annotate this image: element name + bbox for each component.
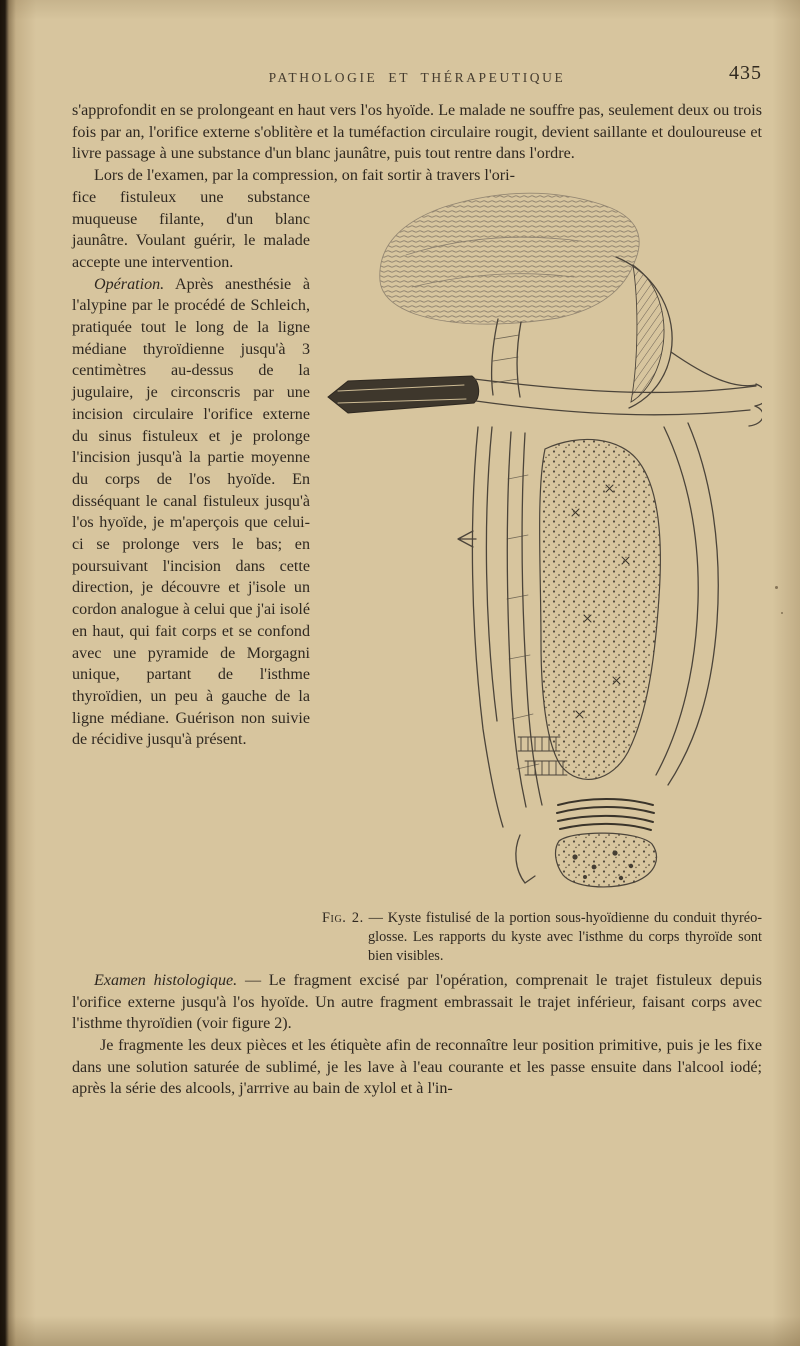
- paragraph-examen-line1: Lors de l'examen, par la compression, on fait sortir à travers l'ori-: [94, 167, 515, 185]
- paragraph-histologie: [72, 970, 762, 1035]
- cyst-body: [540, 439, 661, 779]
- upper-fistula-tract: [492, 319, 521, 397]
- pointer-arrow: [458, 531, 476, 547]
- histologie-text: — Le fragment excisé par l'opération, comprenait le trajet fistuleux depuis l'orifice externe jusqu'à l'os hyoïde. Un autre fragment embrassait le trajet inférieur, faisant corps avec l'isthme thyroïdien (voir figure 2).: [72, 971, 762, 1033]
- page-number: 435: [729, 62, 762, 84]
- wrapped-section: [72, 187, 763, 964]
- isthmus-collar: [557, 799, 654, 830]
- figure-caption: [322, 909, 762, 966]
- figure-label: Fig. 2.: [322, 909, 364, 926]
- paragraph-examen-rest: fice fistuleux une substance muqueuse filante, d'un blanc jaunâtre. Voulant guérir, le malade accepte une intervention.: [72, 188, 310, 271]
- anatomical-drawing: [322, 189, 762, 899]
- lateral-flap: [616, 257, 756, 408]
- page-header: [72, 62, 762, 94]
- operation-text: Après anesthésie à l'alypine par le procédé de Schleich, pratiquée tout le long de la ligne médiane thyroïdienne jusqu'à 3 centimètres au-dessus de la jugulaire, je circonscris par une incision circulaire l'orifice externe du sinus fistuleux et je prolonge l'incision jusqu'à la partie moyenne du corps de l'os hyoïde. En disséquant le canal fistuleux jusqu'à l'os hyoïde, je m'aperçois que celui-ci se prolonge vers le bas; en poursuivant l'incision dans cette direction, je découvre et j'isole un cordon analogue à celui que j'ai isolé en haut, qui fait corps et se confond avec une pyramide de Morgagni unique, partant de l'isthme thyroïdien, un peu à gauche de la ligne médiane. Guérison non suivie de récidive jusqu'à présent.: [72, 275, 310, 749]
- paragraph-continuation: s'approfondit en se prolongeant en haut vers l'os hyoïde. Le malade ne souffre pas, seulement deux ou trois fois par an, l'orifice externe s'oblitère et la tuméfaction circulaire rougit, devient saillante et douloureuse et livre passage à une substance d'un blanc jaunâtre, puis tout rentre dans l'ordre.: [72, 102, 762, 163]
- running-header: PATHOLOGIE ET THÉRAPEUTIQUE: [268, 70, 566, 85]
- figure-caption-text: — Kyste fistulisé de la portion sous-hyoïdienne du conduit thyréo-glosse. Les rapports du kyste avec l'isthme du corps thyroïde sont bien visibles.: [363, 909, 763, 964]
- paragraph-fragmente: Je fragmente les deux pièces et les étiquète afin de reconnaître leur position primitive, puis je les fixe dans une solution saturée de sublimé, je les lave à l'eau courante et les passe ensuite dans l'alcool iodé; après la série des alcools, j'arrrive au bain de xylol et à l'in-: [72, 1036, 762, 1098]
- retractor-wedge: [328, 376, 479, 413]
- strap-muscle-lines: [472, 427, 503, 827]
- operation-lead: Opération.: [94, 275, 165, 293]
- lower-hook-line: [516, 835, 535, 883]
- thyroid-isthmus: [556, 833, 657, 887]
- figure-2: [322, 189, 762, 966]
- lateral-muscle-lines: [656, 423, 718, 785]
- skin-edge-lines: [474, 379, 762, 426]
- histologie-lead: Examen histologique.: [94, 971, 238, 989]
- tongue-mass-sketch: [380, 193, 639, 324]
